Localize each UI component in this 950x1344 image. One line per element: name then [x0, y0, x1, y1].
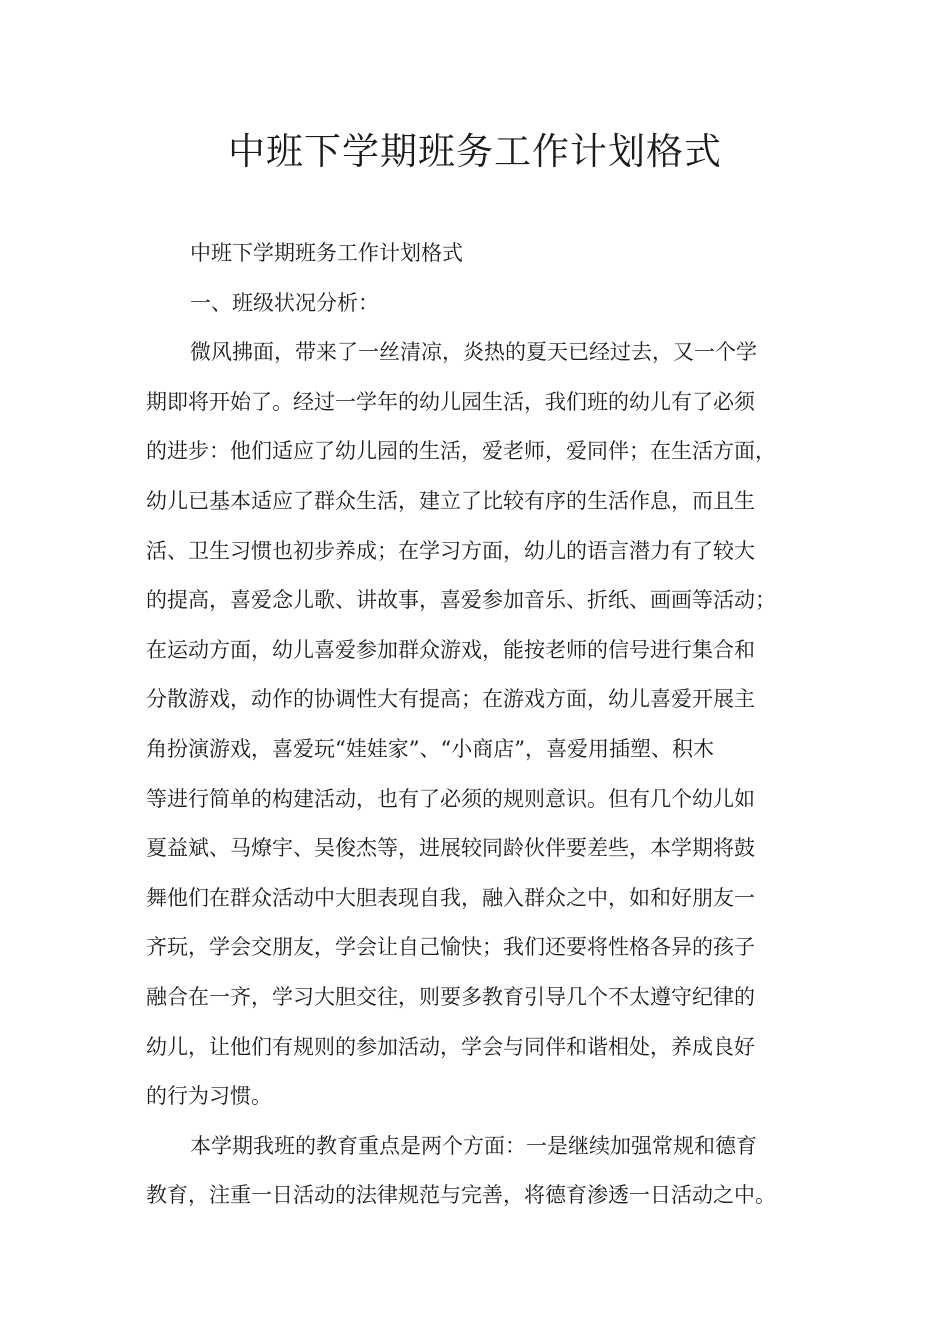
paragraph-line: 教育，注重一日活动的法律规范与完善，将德育渗透一日活动之中。 [146, 1183, 776, 1208]
paragraph-line: 融合在一齐，学习大胆交往，则要多教育引导几个不太遵守纪律的 [146, 984, 755, 1009]
paragraph-line: 幼儿，让他们有规则的参加活动，学会与同伴和谐相处，养成良好 [146, 1034, 755, 1059]
document-title: 中班下学期班务工作计划格式 [228, 130, 722, 173]
paragraph-line: 角扮演游戏，喜爱玩“娃娃家”、“小商店”，喜爱用插塑、积木 [146, 736, 714, 761]
paragraph-line: 本学期我班的教育重点是两个方面：一是继续加强常规和德育 [190, 1133, 757, 1158]
paragraph-line: 期即将开始了。经过一学年的幼儿园生活，我们班的幼儿有了必须 [146, 389, 755, 414]
paragraph-line: 幼儿已基本适应了群众生活，建立了比较有序的生活作息，而且生 [146, 488, 755, 513]
paragraph-line: 的提高，喜爱念儿歌、讲故事，喜爱参加音乐、折纸、画画等活动； [146, 588, 776, 613]
paragraph-line: 活、卫生习惯也初步养成；在学习方面，幼儿的语言潜力有了较大 [146, 538, 755, 563]
paragraph-line: 夏益斌、马燎宇、吴俊杰等，进展较同龄伙伴要差些，本学期将鼓 [146, 836, 755, 861]
paragraph-line: 的进步：他们适应了幼儿园的生活，爱老师，爱同伴；在生活方面， [146, 439, 776, 464]
paragraph-line: 微风拂面，带来了一丝清凉，炎热的夏天已经过去，又一个学 [190, 340, 757, 365]
document-body [146, 229, 806, 1221]
paragraph-line: 齐玩，学会交朋友，学会让自己愉快；我们还要将性格各异的孩子 [146, 935, 755, 960]
paragraph-line: 的行为习惯。 [146, 1084, 272, 1109]
paragraph-line: 舞他们在群众活动中大胆表现自我，融入群众之中，如和好朋友一 [146, 885, 755, 910]
section-heading: 一、班级状况分析： [190, 290, 379, 315]
paragraph-line: 等进行简单的构建活动，也有了必须的规则意识。但有几个幼儿如 [146, 786, 755, 811]
subtitle-line: 中班下学期班务工作计划格式 [190, 241, 463, 265]
paragraph-line: 分散游戏，动作的协调性大有提高；在游戏方面，幼儿喜爱开展主 [146, 687, 755, 712]
paragraph-line: 在运动方面，幼儿喜爱参加群众游戏，能按老师的信号进行集合和 [146, 637, 755, 662]
